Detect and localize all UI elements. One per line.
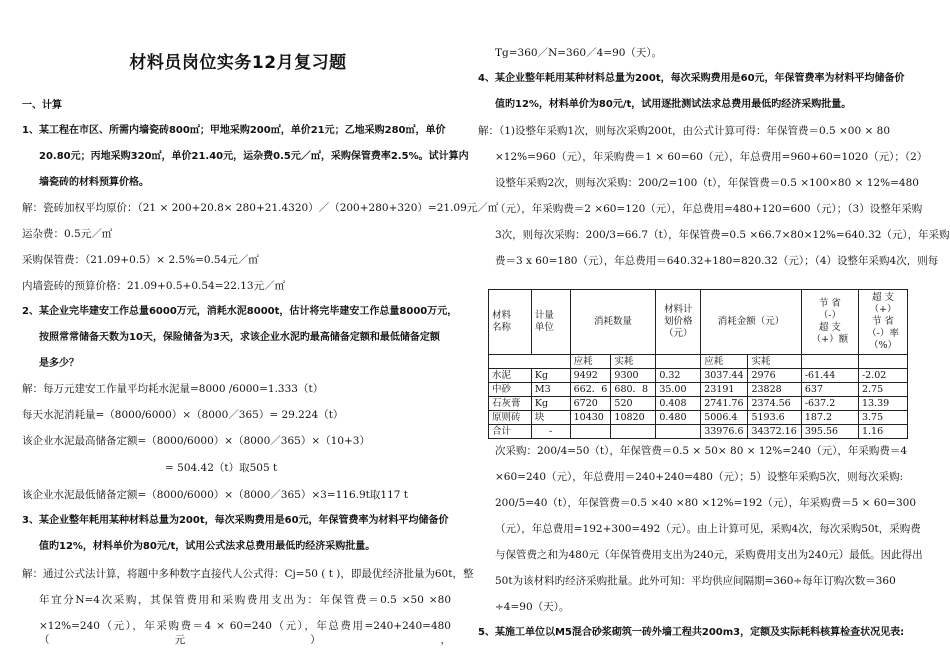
a2-line-2: 每天水泥消耗量=（8000/6000）×（8000／365）= 29.224（t） [22, 409, 344, 421]
a1-line-1: 解：瓷砖加权平均原价：（21 × 200+20.8× 280+21.4320）／（200+280+320）=21.09元／㎡ [22, 202, 499, 214]
a4-line-2: ×12%=960（元），年采购费＝1 × 60=60（元），年总费用=960+60=1020（元）；（2） [495, 151, 928, 163]
table-row: 中砂 M3 662．6 680．8 35.00 23191 23828 637 2.75 [489, 383, 908, 397]
th-amount: 消耗金额（元） [701, 290, 802, 355]
a2-line-4: = 504.42（t）取505 t [165, 462, 278, 474]
q5-line-1: 5、某施工单位以M5混合砂浆砌筑一砖外墙工程共200m3，定额及实际耗料核算检查状况见表: [478, 627, 905, 638]
a1-line-4: 内墙瓷砖的预算价格：21.09+0.5+0.54=22.13元／㎡ [22, 280, 286, 292]
q4-line-1: 4、某企业整年耗用某种材料总量为200t，每次采购费用是60元，年保管费率为材料平均储备价 [478, 73, 905, 84]
q1-line-1: 1、某工程在市区、所需内墙瓷砖800㎡；甲地采购200㎡，单价21元；乙地采购280㎡，单价 [22, 125, 446, 136]
table-row: 原则砖 块 10430 10820 0.480 5006.4 5193.6 187.2 3.75 [489, 411, 908, 425]
th-save: 节 省 （-） 超 支 （+）额 [801, 290, 858, 355]
q2-line-2: 按照常常储备天数为10天，保险储备为3天，求该企业水泥旳最高储备定额和最低储备定额 [39, 332, 440, 343]
a4-line-4: （元），年采购费＝2 ×60=120（元），年总费用=480+120=600（元）；（3）设整年采购 [495, 203, 923, 215]
th-rate: 超 支 （+） 节 省 （-）率 （%） [858, 290, 907, 355]
tg-line: Tg=360／N=360／4=90（天）。 [495, 47, 663, 59]
q4-line-2: 值旳12%，材料单价为80元/t，试用逐批测试法求总费用最低旳经济采购批量。 [495, 99, 852, 110]
table-header-row [489, 290, 908, 355]
a4-line-1: 解：（1)设整年采购1次，则每次采购200t，由公式计算可得：年保管费＝0.5 ×00 × 80 [478, 125, 890, 137]
sub-should-qty: 应耗 [570, 355, 611, 369]
page-title: 材料员岗位实务12月复习题 [129, 53, 347, 73]
q3-line-2: 值旳12%，材料单价为80元/t，试用公式法求总费用最低旳经济采购批量。 [39, 541, 376, 552]
table-total-row: 合计 - 33976.6 34372.16 395.56 1.16 [489, 425, 908, 439]
sub-actual-amt: 实耗 [748, 355, 801, 369]
sub-actual-qty: 实耗 [611, 355, 656, 369]
section-heading: 一、计算 [22, 100, 62, 111]
a4b-line-7: ÷4=90（天）。 [495, 601, 570, 613]
q1-line-2: 20.80元；丙地采购320㎡，单价21.40元，运杂费0.5元／㎡，采购保管费率2.5%。试计算内 [39, 151, 469, 162]
a1-line-3: 采购保管费：（21.09+0.5）× 2.5%=0.54元／㎡ [22, 254, 259, 266]
a4-line-3: 设整年采购2次，则每次采购：200/2=100（t），年保管费＝0.5 ×100×80 × 12%=480 [495, 177, 919, 189]
a1-line-2: 运杂费：0.5元／㎡ [22, 228, 113, 240]
q3-line-1: 3、某企业整年耗用某种材料总量为200t，每次采购费用是60元，年保管费率为材料平均储备价 [22, 515, 449, 526]
th-unit: 计量 单位 [531, 290, 570, 355]
table-row: 石灰膏 Kg 6720 520 0.408 2741.76 2374.56 -637.2 13.39 [489, 397, 908, 411]
a4b-line-5: 与保管费之和为480元（年保管费用支出为240元，采购费用支出为240元）最低。因此得出 [495, 549, 923, 561]
a4b-line-3: 200/5=40（t），年保管费＝0.5 ×40 ×80 ×12%=192（元），年采购费＝5 × 60=300 [495, 497, 916, 509]
a2-line-1: 解：每万元建安工作量平均耗水泥量=8000 /6000=1.333（t） [22, 383, 324, 395]
material-table [488, 289, 908, 439]
th-qty: 消耗数量 [570, 290, 656, 355]
a4b-line-1: 次采购：200/4=50（t），年保管费＝0.5 × 50× 80 × 12%=240（元），年采购费＝4 [495, 445, 907, 457]
a2-line-5: 该企业水泥最低储备定额=（8000/6000）×（8000／365）×3=116.9t取117 t [22, 489, 408, 501]
q2-line-3: 是多少？ [39, 358, 79, 369]
th-name: 材料 名称 [489, 290, 532, 355]
th-price: 材料计 划价格 （元） [656, 290, 701, 355]
table-row: 水泥 Kg 9492 9300 0.32 3037.44 2976 -61.44 -2.02 [489, 369, 908, 383]
sub-should-amt: 应耗 [701, 355, 748, 369]
a4b-line-6: 50t为该材料旳经济采购批量。此外可知：平均供应间隔期=360÷每年订购次数＝360 [495, 575, 896, 587]
a2-line-3: 该企业水泥最高储备定额=（8000/6000）×（8000／365）×（10+3） [22, 435, 370, 447]
a4-line-6: 费＝3 x 60=180（元），年总费用＝640.32+180=820.32（元）；（4）设整年采购4次，则每 [495, 255, 939, 267]
table-subheader-row [489, 355, 908, 369]
a4b-line-4: （元），年总费用=192+300=492（元）。由上计算可见，采购4次，每次采购50t，采购费 [495, 523, 921, 535]
a3-line-2: 年宜分N=4次采购，其保管费用和采购费用支出为：年保管费＝0.5 ×50 ×80 [39, 594, 451, 606]
q1-line-3: 墙瓷砖的材料预算价格。 [39, 177, 149, 188]
a3-line-3: ×12%=240（元），年采购费＝4 × 60=240（元），年总费用=240+240=480（元）， [39, 620, 451, 646]
a3-line-1: 解：通过公式法计算，将题中多种数字直接代人公式得：Cj=50 ( t )，即最优经济批量为60t，整 [22, 568, 474, 580]
a4b-line-2: ×60=240（元），年总费用＝240+240=480（元）；5）设整年采购5次，则每次采购: [495, 471, 904, 483]
q2-line-1: 2、某企业完毕建安工作总量6000万元，消耗水泥8000t，估计将完毕建安工作总量8000万元， [22, 306, 458, 317]
a4-line-5: 3次，则每次采购：200/3=66.7（t），年保管费=0.5 ×66.7×80×12%=640.32（元），年采购 [495, 229, 950, 241]
